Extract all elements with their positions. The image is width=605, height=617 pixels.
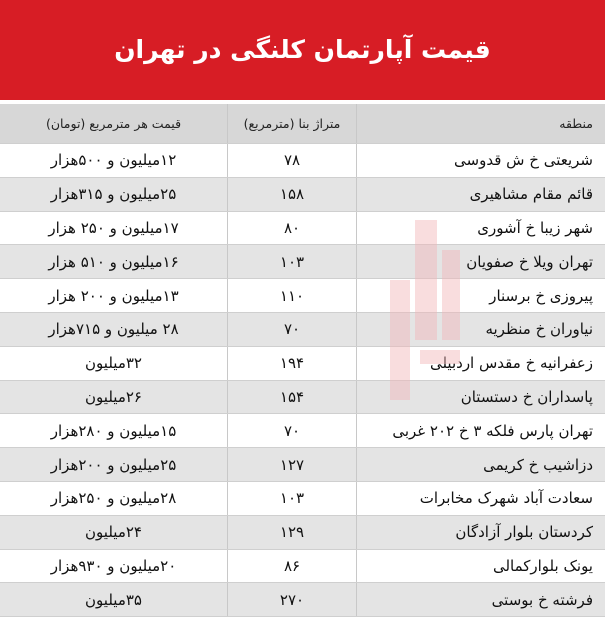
cell-price: ۲۸میلیون و ۲۵۰هزار [50, 489, 177, 508]
cell-price: ۲۸ میلیون و ۷۱۵هزار [48, 320, 179, 339]
cell-area: ۱۵۸ [227, 178, 357, 211]
cell-area: ۱۰۳ [227, 245, 357, 278]
cell-price: ۳۵میلیون [85, 590, 142, 609]
table-row [0, 448, 605, 482]
table-row [0, 482, 605, 516]
column-header-price: قیمت هر مترمربع (تومان) [45, 116, 182, 131]
cell-price: ۳۲میلیون [85, 354, 142, 373]
cell-region: تهران پارس فلکه ۳ خ ۲۰۲ غربی [392, 421, 593, 440]
cell-region: سعادت آباد شهرک مخابرات [419, 489, 593, 508]
cell-area: ۷۰ [227, 313, 357, 346]
cell-region: تهران ویلا خ صفویان [466, 252, 593, 271]
cell-area: ۸۶ [227, 550, 357, 583]
cell-area: ۸۰ [227, 212, 357, 245]
header-banner [0, 0, 605, 100]
cell-price: ۱۳میلیون و ۲۰۰ هزار [48, 286, 179, 305]
cell-area: ۱۵۴ [227, 381, 357, 414]
cell-area: ۱۱۰ [227, 279, 357, 312]
cell-price: ۲۰میلیون و ۹۳۰هزار [50, 556, 177, 575]
cell-price: ۱۷میلیون و ۲۵۰ هزار [48, 218, 179, 237]
cell-price: ۱۶میلیون و ۵۱۰ هزار [48, 252, 179, 271]
cell-area: ۷۰ [227, 414, 357, 447]
table-row [0, 313, 605, 347]
cell-price: ۱۵میلیون و ۲۸۰هزار [50, 421, 177, 440]
cell-region: پیروزی خ برسنار [489, 286, 593, 305]
table-header-row [0, 104, 605, 144]
table-row [0, 144, 605, 178]
cell-price: ۲۶میلیون [85, 387, 142, 406]
table-row [0, 279, 605, 313]
price-table [0, 104, 605, 617]
cell-area: ۱۹۴ [227, 347, 357, 380]
cell-region: دزاشیب خ کریمی [483, 455, 593, 474]
cell-price: ۲۵میلیون و ۲۰۰هزار [50, 455, 177, 474]
cell-region: شهر زیبا خ آشوری [477, 218, 593, 237]
table-row [0, 414, 605, 448]
cell-region: نیاوران خ منظریه [485, 320, 593, 339]
cell-price: ۱۲میلیون و ۵۰۰هزار [50, 151, 177, 170]
table-row [0, 381, 605, 415]
column-header-area: متراژ بنا (مترمربع) [227, 104, 357, 143]
table-row [0, 245, 605, 279]
table-body [0, 144, 605, 617]
cell-region: شریعتی خ ش قدوسی [454, 151, 593, 170]
table-row [0, 550, 605, 584]
cell-area: ۷۸ [227, 144, 357, 177]
cell-region: قائم مقام مشاهیری [469, 185, 593, 204]
column-header-region: منطقه [559, 116, 593, 131]
table-row [0, 347, 605, 381]
cell-area: ۱۰۳ [227, 482, 357, 515]
cell-region: یونک بلوارکمالی [492, 556, 593, 575]
table-row [0, 516, 605, 550]
cell-area: ۱۲۹ [227, 516, 357, 549]
cell-region: کردستان بلوار آزادگان [455, 523, 593, 542]
cell-region: فرشته خ بوستی [491, 590, 593, 609]
cell-price: ۲۵میلیون و ۳۱۵هزار [50, 185, 177, 204]
table-row [0, 212, 605, 246]
cell-area: ۲۷۰ [227, 583, 357, 616]
page-title: قیمت آپارتمان کلنگی در تهران [114, 35, 491, 64]
cell-price: ۲۴میلیون [85, 523, 142, 542]
table-row [0, 178, 605, 212]
cell-region: زعفرانیه خ مقدس اردبیلی [429, 354, 593, 373]
cell-area: ۱۲۷ [227, 448, 357, 481]
cell-region: پاسداران خ دستستان [460, 387, 593, 406]
